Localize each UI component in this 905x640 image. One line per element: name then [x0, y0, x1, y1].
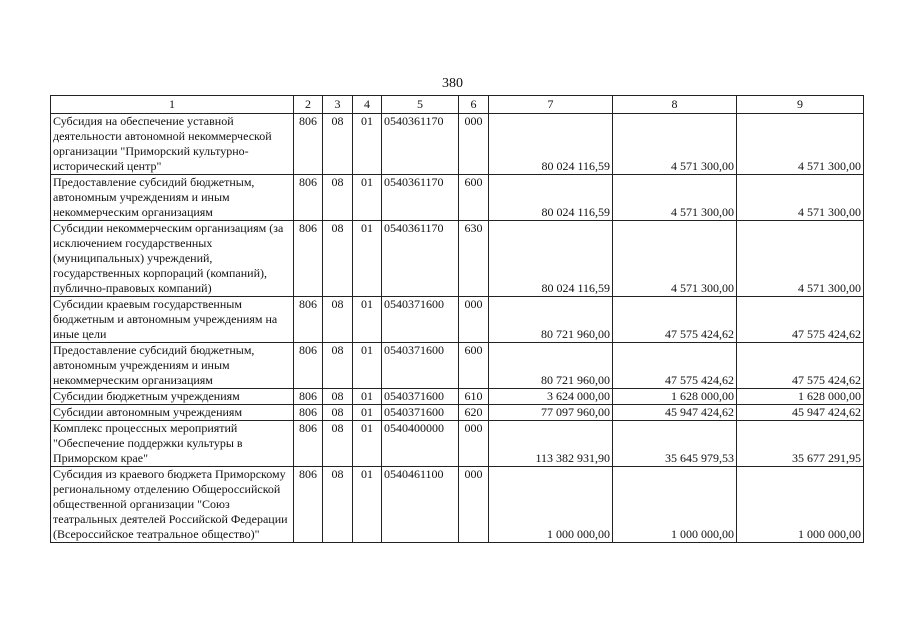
- subsection-code: 01: [353, 467, 382, 543]
- subsection-code: 01: [353, 389, 382, 405]
- section-code: 08: [323, 175, 353, 221]
- amount-col9: 47 575 424,62: [737, 297, 864, 343]
- column-header: 6: [459, 96, 489, 114]
- amount-col7: 80 721 960,00: [489, 343, 613, 389]
- subsection-code: 01: [353, 297, 382, 343]
- row-name: Комплекс процессных мероприятий "Обеспечение поддержки культуры в Приморском крае": [51, 421, 294, 467]
- amount-col8: 45 947 424,62: [613, 405, 737, 421]
- section-code: 08: [323, 405, 353, 421]
- amount-col9: 4 571 300,00: [737, 175, 864, 221]
- row-name: Предоставление субсидий бюджетным, автономным учреждениям и иным некоммерческим организациям: [51, 175, 294, 221]
- amount-col7: 77 097 960,00: [489, 405, 613, 421]
- table-row: [51, 467, 864, 543]
- target-article-code: 0540461100: [382, 467, 459, 543]
- amount-col9: 45 947 424,62: [737, 405, 864, 421]
- subsection-code: 01: [353, 405, 382, 421]
- table-row: [51, 297, 864, 343]
- grbs-code: 806: [294, 114, 323, 175]
- subsection-code: 01: [353, 421, 382, 467]
- expense-type-code: 000: [459, 467, 489, 543]
- row-name: Субсидии автономным учреждениям: [51, 405, 294, 421]
- grbs-code: 806: [294, 405, 323, 421]
- expense-type-code: 600: [459, 175, 489, 221]
- row-name: Субсидии краевым государственным бюджетным и автономным учреждениям на иные цели: [51, 297, 294, 343]
- subsection-code: 01: [353, 175, 382, 221]
- section-code: 08: [323, 343, 353, 389]
- column-header: 5: [382, 96, 459, 114]
- target-article-code: 0540371600: [382, 297, 459, 343]
- expense-type-code: 000: [459, 114, 489, 175]
- table-row: [51, 405, 864, 421]
- row-name: Субсидия на обеспечение уставной деятельности автономной некоммерческой организации "Приморский культурно-исторический центр": [51, 114, 294, 175]
- grbs-code: 806: [294, 389, 323, 405]
- table-row: [51, 421, 864, 467]
- row-name: Субсидии некоммерческим организациям (за исключением государственных (муниципальных) учреждений, государственных корпораций (компаний), публично-правовых компаний): [51, 221, 294, 297]
- grbs-code: 806: [294, 421, 323, 467]
- amount-col7: 80 024 116,59: [489, 221, 613, 297]
- section-code: 08: [323, 389, 353, 405]
- table-row: [51, 114, 864, 175]
- amount-col7: 113 382 931,90: [489, 421, 613, 467]
- amount-col8: 35 645 979,53: [613, 421, 737, 467]
- section-code: 08: [323, 221, 353, 297]
- expense-type-code: 000: [459, 421, 489, 467]
- amount-col7: 3 624 000,00: [489, 389, 613, 405]
- grbs-code: 806: [294, 467, 323, 543]
- amount-col7: 80 024 116,59: [489, 175, 613, 221]
- column-header: 4: [353, 96, 382, 114]
- target-article-code: 0540371600: [382, 343, 459, 389]
- subsection-code: 01: [353, 343, 382, 389]
- row-name: Субсидии бюджетным учреждениям: [51, 389, 294, 405]
- amount-col7: 80 024 116,59: [489, 114, 613, 175]
- target-article-code: 0540371600: [382, 405, 459, 421]
- column-header: 8: [613, 96, 737, 114]
- column-header: 1: [51, 96, 294, 114]
- grbs-code: 806: [294, 221, 323, 297]
- row-name: Предоставление субсидий бюджетным, автономным учреждениям и иным некоммерческим организациям: [51, 343, 294, 389]
- amount-col8: 4 571 300,00: [613, 221, 737, 297]
- subsection-code: 01: [353, 221, 382, 297]
- section-code: 08: [323, 297, 353, 343]
- expense-type-code: 610: [459, 389, 489, 405]
- table-row: [51, 343, 864, 389]
- table-row: [51, 221, 864, 297]
- target-article-code: 0540400000: [382, 421, 459, 467]
- amount-col8: 47 575 424,62: [613, 297, 737, 343]
- section-code: 08: [323, 421, 353, 467]
- subsection-code: 01: [353, 114, 382, 175]
- expense-type-code: 600: [459, 343, 489, 389]
- expense-type-code: 620: [459, 405, 489, 421]
- amount-col9: 4 571 300,00: [737, 114, 864, 175]
- header-row: [51, 96, 864, 114]
- page-number: 380: [442, 76, 463, 91]
- amount-col8: 4 571 300,00: [613, 175, 737, 221]
- amount-col9: 1 628 000,00: [737, 389, 864, 405]
- expense-type-code: 630: [459, 221, 489, 297]
- section-code: 08: [323, 467, 353, 543]
- budget-table: [50, 95, 864, 543]
- table-row: [51, 175, 864, 221]
- amount-col9: 47 575 424,62: [737, 343, 864, 389]
- target-article-code: 0540361170: [382, 221, 459, 297]
- amount-col9: 1 000 000,00: [737, 467, 864, 543]
- target-article-code: 0540371600: [382, 389, 459, 405]
- amount-col8: 47 575 424,62: [613, 343, 737, 389]
- table-row: [51, 389, 864, 405]
- column-header: 3: [323, 96, 353, 114]
- section-code: 08: [323, 114, 353, 175]
- amount-col9: 35 677 291,95: [737, 421, 864, 467]
- amount-col8: 1 628 000,00: [613, 389, 737, 405]
- grbs-code: 806: [294, 297, 323, 343]
- amount-col7: 1 000 000,00: [489, 467, 613, 543]
- amount-col7: 80 721 960,00: [489, 297, 613, 343]
- target-article-code: 0540361170: [382, 114, 459, 175]
- column-header: 7: [489, 96, 613, 114]
- row-name: Субсидия из краевого бюджета Приморскому региональному отделению Общероссийской общественной организации "Союз театральных деятелей Российской Федерации (Всероссийское театральное общество)": [51, 467, 294, 543]
- target-article-code: 0540361170: [382, 175, 459, 221]
- column-header: 2: [294, 96, 323, 114]
- amount-col9: 4 571 300,00: [737, 221, 864, 297]
- grbs-code: 806: [294, 343, 323, 389]
- column-header: 9: [737, 96, 864, 114]
- grbs-code: 806: [294, 175, 323, 221]
- amount-col8: 4 571 300,00: [613, 114, 737, 175]
- expense-type-code: 000: [459, 297, 489, 343]
- amount-col8: 1 000 000,00: [613, 467, 737, 543]
